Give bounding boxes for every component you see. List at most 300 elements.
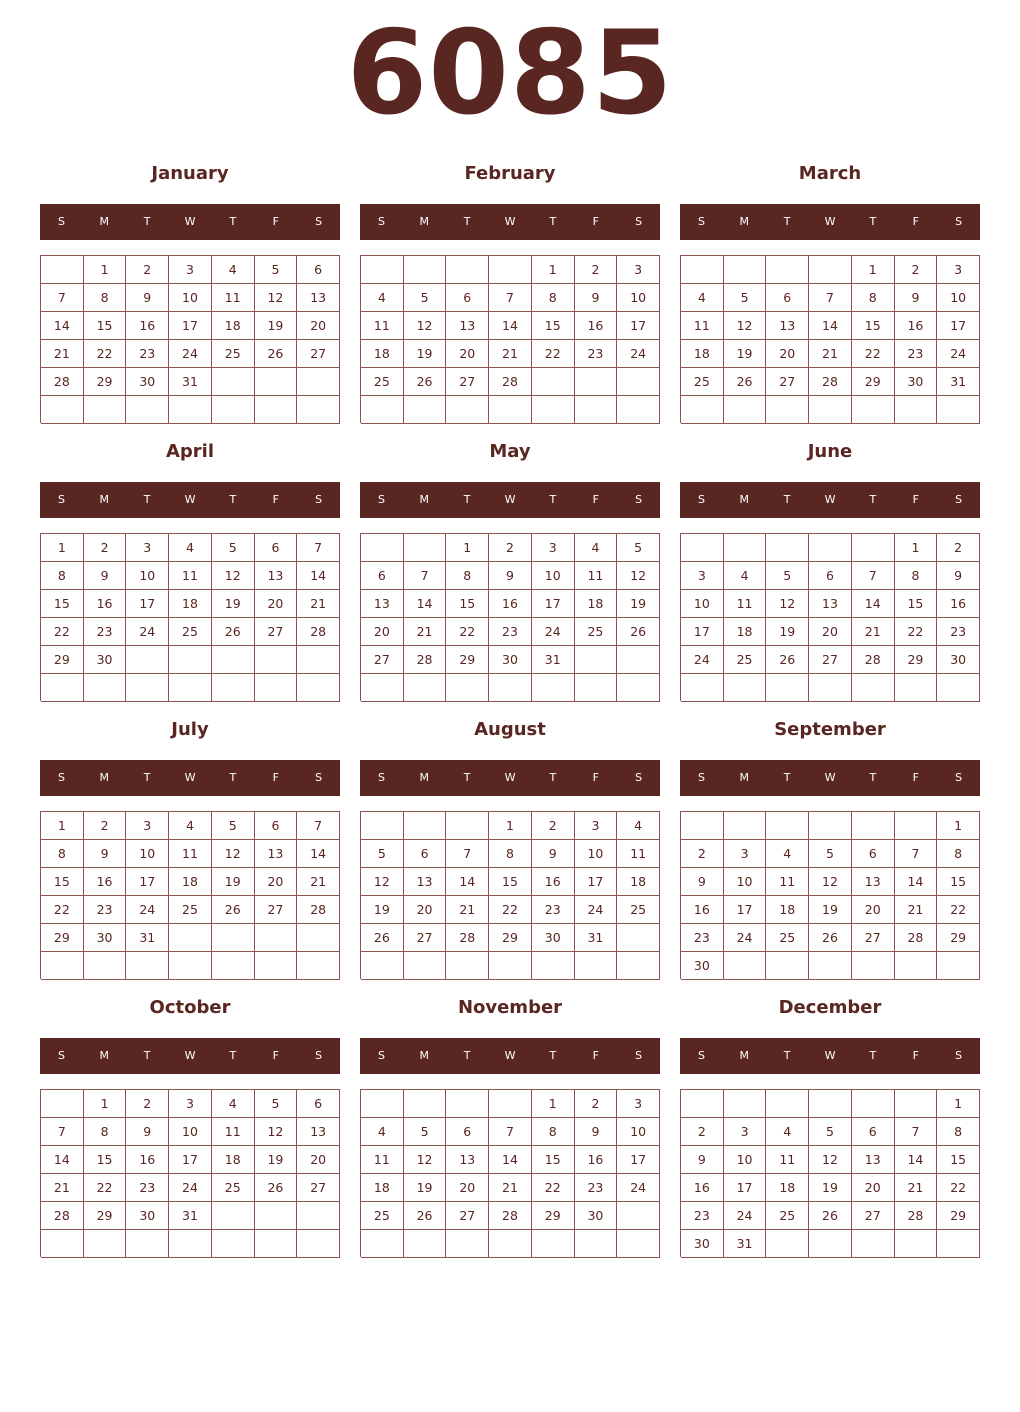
day-cell: 12 [212, 562, 255, 590]
day-cell: 18 [617, 868, 660, 896]
day-cell: 13 [446, 312, 489, 340]
day-cell: 16 [895, 312, 938, 340]
day-cell: 12 [617, 562, 660, 590]
day-cell: 5 [361, 840, 404, 868]
empty-cell [361, 534, 404, 562]
empty-cell [212, 396, 255, 424]
day-cell: 20 [852, 896, 895, 924]
weekday-label: T [143, 215, 151, 228]
day-cell: 25 [681, 368, 724, 396]
day-cell: 8 [84, 284, 127, 312]
day-cell: 5 [809, 1118, 852, 1146]
day-cell: 20 [297, 312, 340, 340]
day-cell: 25 [617, 896, 660, 924]
weekday-label: T [783, 771, 791, 784]
day-cell: 16 [681, 1174, 724, 1202]
empty-cell [255, 646, 298, 674]
day-cell: 25 [766, 1202, 809, 1230]
empty-cell [404, 952, 447, 980]
empty-cell [575, 646, 618, 674]
weekday-label: T [783, 215, 791, 228]
day-cell: 14 [404, 590, 447, 618]
day-cell: 4 [212, 1090, 255, 1118]
empty-cell [895, 1230, 938, 1258]
empty-cell [126, 646, 169, 674]
day-cell: 30 [575, 1202, 618, 1230]
day-cell: 3 [724, 1118, 767, 1146]
day-cell: 22 [41, 618, 84, 646]
day-cell: 17 [937, 312, 980, 340]
weekday-label: W [184, 771, 196, 784]
empty-cell [489, 674, 532, 702]
empty-cell [126, 1230, 169, 1258]
empty-cell [212, 924, 255, 952]
day-cell: 20 [446, 1174, 489, 1202]
day-cell: 1 [937, 812, 980, 840]
day-cell: 10 [532, 562, 575, 590]
day-cell: 27 [446, 1202, 489, 1230]
day-cell: 20 [404, 896, 447, 924]
empty-cell [681, 812, 724, 840]
empty-cell [255, 674, 298, 702]
empty-cell [255, 1230, 298, 1258]
empty-cell [297, 396, 340, 424]
empty-cell [255, 924, 298, 952]
day-cell: 19 [212, 868, 255, 896]
empty-cell [41, 1230, 84, 1258]
day-cell: 7 [895, 1118, 938, 1146]
day-cell: 26 [724, 368, 767, 396]
day-cell: 30 [681, 1230, 724, 1258]
day-cell: 16 [84, 590, 127, 618]
day-cell: 15 [41, 590, 84, 618]
day-cell: 2 [126, 1090, 169, 1118]
day-grid [40, 533, 340, 701]
day-cell: 22 [41, 896, 84, 924]
day-cell: 4 [361, 284, 404, 312]
day-cell: 8 [937, 1118, 980, 1146]
day-cell: 27 [809, 646, 852, 674]
day-cell: 15 [852, 312, 895, 340]
empty-cell [532, 674, 575, 702]
weekday-label: S [315, 771, 323, 784]
empty-cell [41, 256, 84, 284]
weekday-label: F [912, 1049, 919, 1062]
day-cell: 15 [84, 312, 127, 340]
day-cell: 30 [489, 646, 532, 674]
day-cell: 26 [404, 1202, 447, 1230]
day-cell: 14 [809, 312, 852, 340]
weekday-header [360, 204, 660, 240]
empty-cell [361, 812, 404, 840]
day-cell: 5 [404, 284, 447, 312]
weekday-label: S [57, 215, 65, 228]
day-cell: 5 [617, 534, 660, 562]
day-cell: 28 [446, 924, 489, 952]
day-cell: 29 [852, 368, 895, 396]
day-grid [360, 533, 660, 701]
empty-cell [766, 396, 809, 424]
day-grid [360, 811, 660, 979]
day-cell: 24 [126, 896, 169, 924]
day-cell: 14 [41, 1146, 84, 1174]
day-cell: 2 [575, 256, 618, 284]
empty-cell [532, 368, 575, 396]
day-cell: 7 [489, 284, 532, 312]
day-cell: 27 [255, 618, 298, 646]
empty-cell [297, 924, 340, 952]
day-cell: 1 [532, 1090, 575, 1118]
day-cell: 16 [937, 590, 980, 618]
empty-cell [895, 396, 938, 424]
weekday-label: F [592, 493, 599, 506]
day-cell: 18 [361, 1174, 404, 1202]
day-cell: 4 [361, 1118, 404, 1146]
day-cell: 25 [361, 368, 404, 396]
day-cell: 6 [809, 562, 852, 590]
day-cell: 23 [84, 618, 127, 646]
empty-cell [852, 396, 895, 424]
day-grid [40, 255, 340, 423]
day-cell: 19 [617, 590, 660, 618]
weekday-label: S [57, 771, 65, 784]
weekday-label: M [99, 771, 110, 784]
day-cell: 10 [575, 840, 618, 868]
day-cell: 18 [361, 340, 404, 368]
empty-cell [724, 534, 767, 562]
empty-cell [404, 396, 447, 424]
empty-cell [255, 396, 298, 424]
empty-cell [41, 952, 84, 980]
day-cell: 3 [169, 256, 212, 284]
day-cell: 4 [724, 562, 767, 590]
day-cell: 29 [84, 368, 127, 396]
weekday-label: T [549, 493, 557, 506]
empty-cell [852, 674, 895, 702]
day-cell: 12 [255, 1118, 298, 1146]
empty-cell [404, 534, 447, 562]
day-cell: 3 [724, 840, 767, 868]
day-cell: 27 [255, 896, 298, 924]
day-cell: 17 [617, 1146, 660, 1174]
day-cell: 13 [446, 1146, 489, 1174]
weekday-label: S [955, 215, 963, 228]
weekday-label: S [315, 215, 323, 228]
day-cell: 1 [489, 812, 532, 840]
empty-cell [937, 952, 980, 980]
empty-cell [126, 952, 169, 980]
day-cell: 9 [84, 840, 127, 868]
day-cell: 14 [446, 868, 489, 896]
empty-cell [681, 396, 724, 424]
weekday-label: S [635, 771, 643, 784]
empty-cell [937, 1230, 980, 1258]
weekday-label: T [229, 1049, 237, 1062]
day-cell: 17 [575, 868, 618, 896]
day-cell: 1 [852, 256, 895, 284]
weekday-label: F [912, 493, 919, 506]
weekday-label: M [739, 493, 750, 506]
empty-cell [169, 952, 212, 980]
empty-cell [617, 1230, 660, 1258]
empty-cell [212, 1202, 255, 1230]
day-cell: 12 [724, 312, 767, 340]
month-name: June [807, 441, 853, 462]
day-cell: 2 [84, 534, 127, 562]
day-cell: 22 [84, 340, 127, 368]
empty-cell [766, 1090, 809, 1118]
empty-cell [297, 1230, 340, 1258]
day-cell: 3 [575, 812, 618, 840]
day-cell: 26 [404, 368, 447, 396]
day-cell: 22 [937, 896, 980, 924]
day-cell: 23 [681, 924, 724, 952]
day-cell: 26 [617, 618, 660, 646]
empty-cell [617, 924, 660, 952]
day-cell: 10 [126, 840, 169, 868]
day-cell: 5 [212, 534, 255, 562]
empty-cell [361, 952, 404, 980]
day-cell: 10 [617, 284, 660, 312]
day-cell: 6 [852, 840, 895, 868]
empty-cell [617, 1202, 660, 1230]
day-cell: 9 [681, 868, 724, 896]
empty-cell [532, 1230, 575, 1258]
empty-cell [84, 674, 127, 702]
day-cell: 8 [937, 840, 980, 868]
empty-cell [617, 674, 660, 702]
empty-cell [575, 1230, 618, 1258]
day-cell: 1 [446, 534, 489, 562]
day-cell: 9 [575, 284, 618, 312]
day-cell: 9 [575, 1118, 618, 1146]
day-cell: 1 [532, 256, 575, 284]
empty-cell [724, 952, 767, 980]
day-cell: 11 [681, 312, 724, 340]
day-cell: 5 [255, 256, 298, 284]
weekday-label: T [869, 1049, 877, 1062]
day-cell: 22 [937, 1174, 980, 1202]
empty-cell [852, 1230, 895, 1258]
day-cell: 4 [169, 534, 212, 562]
weekday-label: M [739, 215, 750, 228]
empty-cell [766, 534, 809, 562]
empty-cell [809, 812, 852, 840]
day-cell: 16 [532, 868, 575, 896]
empty-cell [617, 396, 660, 424]
weekday-label: T [229, 493, 237, 506]
day-cell: 24 [937, 340, 980, 368]
empty-cell [404, 1230, 447, 1258]
day-cell: 10 [169, 1118, 212, 1146]
day-cell: 21 [489, 1174, 532, 1202]
weekday-label: F [592, 1049, 599, 1062]
weekday-header [360, 482, 660, 518]
day-cell: 23 [532, 896, 575, 924]
month-name: March [798, 163, 862, 184]
day-cell: 22 [532, 1174, 575, 1202]
weekday-label: M [99, 493, 110, 506]
empty-cell [766, 674, 809, 702]
month-name: April [165, 441, 215, 462]
empty-cell [809, 1230, 852, 1258]
weekday-label: S [57, 493, 65, 506]
day-cell: 18 [681, 340, 724, 368]
weekday-label: M [419, 493, 430, 506]
day-cell: 6 [255, 812, 298, 840]
empty-cell [937, 396, 980, 424]
day-cell: 21 [446, 896, 489, 924]
empty-cell [169, 396, 212, 424]
weekday-label: S [315, 493, 323, 506]
day-cell: 9 [84, 562, 127, 590]
weekday-header [40, 482, 340, 518]
day-cell: 17 [126, 590, 169, 618]
day-cell: 3 [617, 256, 660, 284]
day-cell: 29 [41, 646, 84, 674]
day-cell: 17 [724, 896, 767, 924]
empty-cell [126, 674, 169, 702]
day-cell: 7 [41, 284, 84, 312]
day-cell: 30 [937, 646, 980, 674]
day-cell: 11 [575, 562, 618, 590]
empty-cell [255, 1202, 298, 1230]
day-cell: 30 [895, 368, 938, 396]
empty-cell [126, 396, 169, 424]
empty-cell [766, 952, 809, 980]
day-cell: 23 [126, 1174, 169, 1202]
day-cell: 4 [617, 812, 660, 840]
day-cell: 28 [809, 368, 852, 396]
day-cell: 10 [169, 284, 212, 312]
day-cell: 21 [489, 340, 532, 368]
empty-cell [297, 646, 340, 674]
day-cell: 24 [169, 340, 212, 368]
empty-cell [895, 952, 938, 980]
day-cell: 3 [126, 812, 169, 840]
weekday-label: W [184, 1049, 196, 1062]
weekday-label: W [824, 493, 836, 506]
day-cell: 8 [895, 562, 938, 590]
day-cell: 24 [724, 1202, 767, 1230]
day-cell: 11 [766, 868, 809, 896]
day-cell: 14 [895, 868, 938, 896]
weekday-label: T [143, 771, 151, 784]
day-cell: 18 [169, 868, 212, 896]
day-cell: 12 [766, 590, 809, 618]
day-cell: 26 [766, 646, 809, 674]
empty-cell [681, 256, 724, 284]
day-cell: 6 [297, 256, 340, 284]
empty-cell [617, 646, 660, 674]
weekday-label: T [783, 1049, 791, 1062]
empty-cell [297, 1202, 340, 1230]
day-cell: 24 [617, 340, 660, 368]
day-cell: 24 [681, 646, 724, 674]
weekday-label: T [143, 1049, 151, 1062]
month-name: July [171, 719, 209, 740]
day-cell: 16 [126, 1146, 169, 1174]
weekday-label: M [419, 771, 430, 784]
empty-cell [895, 812, 938, 840]
month-name: December [778, 997, 882, 1018]
day-grid [40, 811, 340, 979]
weekday-label: F [272, 215, 279, 228]
day-cell: 26 [255, 340, 298, 368]
day-cell: 7 [489, 1118, 532, 1146]
day-cell: 14 [489, 312, 532, 340]
day-cell: 13 [297, 284, 340, 312]
empty-cell [575, 396, 618, 424]
day-cell: 25 [169, 618, 212, 646]
weekday-label: W [824, 215, 836, 228]
month-name: October [149, 997, 231, 1018]
day-cell: 23 [84, 896, 127, 924]
day-cell: 19 [361, 896, 404, 924]
day-cell: 27 [404, 924, 447, 952]
empty-cell [937, 674, 980, 702]
day-cell: 26 [809, 1202, 852, 1230]
day-cell: 19 [404, 1174, 447, 1202]
empty-cell [404, 812, 447, 840]
day-cell: 25 [169, 896, 212, 924]
day-cell: 12 [212, 840, 255, 868]
day-cell: 12 [809, 1146, 852, 1174]
weekday-label: S [377, 493, 385, 506]
weekday-label: W [504, 771, 516, 784]
day-cell: 19 [809, 1174, 852, 1202]
day-cell: 4 [766, 1118, 809, 1146]
day-cell: 23 [575, 1174, 618, 1202]
day-cell: 20 [255, 590, 298, 618]
weekday-label: T [143, 493, 151, 506]
day-cell: 28 [895, 1202, 938, 1230]
day-cell: 8 [489, 840, 532, 868]
day-cell: 24 [169, 1174, 212, 1202]
empty-cell [489, 1090, 532, 1118]
day-cell: 20 [852, 1174, 895, 1202]
day-cell: 14 [41, 312, 84, 340]
day-cell: 12 [404, 312, 447, 340]
weekday-label: M [739, 771, 750, 784]
weekday-header [40, 1038, 340, 1074]
day-cell: 16 [126, 312, 169, 340]
day-cell: 31 [532, 646, 575, 674]
day-cell: 15 [532, 312, 575, 340]
weekday-label: T [783, 493, 791, 506]
day-cell: 11 [766, 1146, 809, 1174]
day-cell: 19 [404, 340, 447, 368]
day-grid [680, 533, 980, 701]
empty-cell [766, 812, 809, 840]
day-cell: 5 [255, 1090, 298, 1118]
day-cell: 1 [895, 534, 938, 562]
weekday-label: S [635, 215, 643, 228]
empty-cell [532, 952, 575, 980]
weekday-label: M [739, 1049, 750, 1062]
empty-cell [446, 256, 489, 284]
day-cell: 13 [255, 562, 298, 590]
weekday-label: T [549, 215, 557, 228]
day-cell: 31 [126, 924, 169, 952]
day-cell: 22 [895, 618, 938, 646]
day-cell: 26 [212, 618, 255, 646]
day-cell: 4 [766, 840, 809, 868]
day-cell: 21 [404, 618, 447, 646]
day-cell: 28 [41, 1202, 84, 1230]
empty-cell [84, 396, 127, 424]
weekday-label: S [955, 771, 963, 784]
